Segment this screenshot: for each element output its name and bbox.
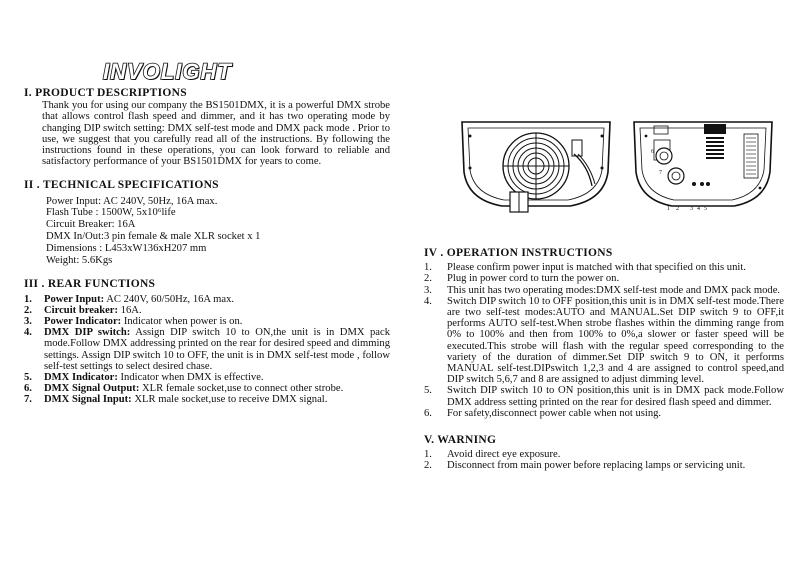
spec-dimensions: Dimensions : L453xW136xH207 mm: [46, 242, 207, 254]
right-column: [424, 248, 784, 472]
operation-list: [424, 262, 784, 419]
callout-4: 4: [697, 206, 700, 212]
heading-rear-functions: III . REAR FUNCTIONS: [24, 278, 156, 291]
list-item: 1. Power Input: AC 240V, 60/50Hz, 16A max.: [24, 293, 235, 305]
heading-technical-specifications: II . TECHNICAL SPECIFICATIONS: [24, 179, 219, 192]
heading-operation-instructions: IV . OPERATION INSTRUCTIONS: [424, 247, 613, 259]
left-column: [24, 88, 390, 406]
list-item: 5. DMX Indicator: Indicator when DMX is effective.: [24, 372, 264, 384]
list-item: 3. Power Indicator: Indicator when power is on.: [24, 316, 243, 328]
list-item: 4. Switch DIP switch 10 to OFF position,this unit is in DMX self-test mode.There are two self-test modes:AUTO and MANUAL.Set DIP switch 9 to OFF,it performs AUTO self-test.When strobe flashes within the dimming range from 0% to 100% and then from 100% to 0%,a slower or faster speed will be executed.This strobe will flash with the regular speed corresponding to the variety of the duration of dimmer.Set DIP switch 9 to ON, it performs MANUAL self-test.DIPswitch 1,2,3 and 4 are assigned to control speed,and DIP switch 5,6,7 and 8 are assigned to adjust dimming level.: [424, 295, 784, 386]
brand-logo: INVOLIGHT: [103, 59, 232, 84]
list-item: 7. DMX Signal Input: XLR male socket,use to receive DMX signal.: [24, 394, 328, 406]
callout-6: 6: [651, 149, 654, 155]
list-item: 5. Switch DIP switch 10 to ON position,this unit is in DMX pack mode.Follow DMX address setting printed on the rear for desired flash speed and dimmer.: [424, 385, 784, 408]
heading-product-descriptions: I. PRODUCT DESCRIPTIONS: [24, 87, 187, 99]
rear-functions-list: [24, 294, 390, 406]
callout-2: 2: [676, 206, 679, 212]
callout-3: 3: [690, 206, 693, 212]
list-item: 2. Plug in power cord to turn the power on.: [424, 273, 620, 285]
spec-weight: Weight: 5.6Kgs: [46, 254, 113, 266]
callout-7: 7: [659, 170, 662, 176]
spec-list: [46, 196, 390, 267]
rear-view-diagram: [628, 114, 778, 214]
list-item: 3. This unit has two operating modes:DMX self-test mode and DMX pack mode.: [424, 284, 781, 296]
spec-circuit-breaker: Circuit Breaker: 16A: [46, 219, 136, 231]
list-item: 1. Please confirm power input is matched with that specified on this unit.: [424, 262, 746, 274]
product-description-text: Thank you for using our company the BS1501DMX, it is a powerful DMX strobe that allows control flash speed and dimmer, and it has two operating mode by changing DIP switch setting: DMX self-test mode and DMX pack mode . Prior to use, we suggest that you carefully read all of the instructions. By following the instructions found in these operations, you can look forward to reliable and satisfactory performance of your BS1501DMX for years to come.: [42, 100, 390, 168]
list-item: 4. DMX DIP switch: Assign DIP switch 10 to ON,the unit is in DMX pack mode.Follow DMX addressing printed on the rear for desired speed and dimming settings. Assign DIP switch 10 to OFF, the unit is in DMX self-test mode , follow self-test settings to select desired chase.: [24, 327, 391, 372]
callout-1: 1: [667, 206, 670, 212]
list-item: 6. For safety,disconnect power cable when not using.: [424, 407, 662, 419]
warning-list: [424, 449, 784, 471]
list-item: 2. Disconnect from main power before replacing lamps or servicing unit.: [424, 460, 746, 472]
callout-5: 5: [704, 206, 707, 212]
heading-warning: V. WARNING: [424, 434, 497, 447]
front-view-diagram: [456, 114, 616, 214]
spec-dmx-in-out: DMX In/Out:3 pin female & male XLR socket x 1: [46, 231, 261, 243]
list-item: 6. DMX Signal Output: XLR female socket,use to connect other strobe.: [24, 383, 344, 395]
spec-flash-tube: Flash Tube : 1500W, 5x10⁶life: [46, 207, 176, 219]
spec-power-input: Power Input: AC 240V, 50Hz, 16A max.: [46, 195, 218, 207]
list-item: 2. Circuit breaker: 16A.: [24, 304, 142, 316]
list-item: 1. Avoid direct eye exposure.: [424, 449, 561, 461]
